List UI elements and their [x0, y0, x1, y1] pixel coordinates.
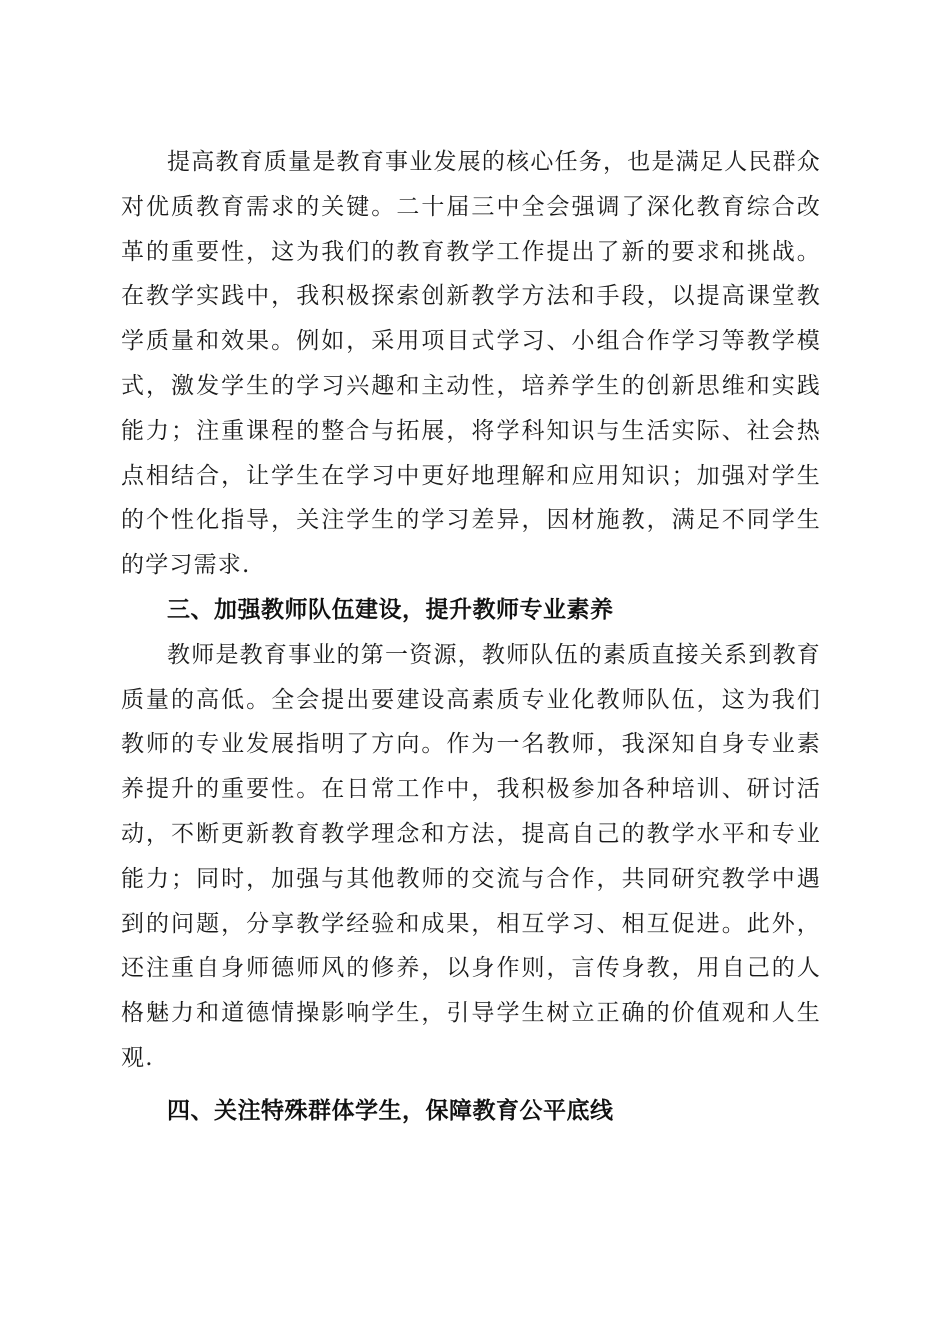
- paragraph-education-quality: 提高教育质量是教育事业发展的核心任务，也是满足人民群众对优质教育需求的关键。二十届三中全会强调了深化教育综合改革的重要性，这为我们的教育教学工作提出了新的要求和挑战。在教学实践中，我积极探索创新教学方法和手段，以提高课堂教学质量和效果。例如，采用项目式学习、小组合作学习等教学模式，激发学生的学习兴趣和主动性，培养学生的创新思维和实践能力；注重课程的整合与拓展，将学科知识与生活实际、社会热点相结合，让学生在学习中更好地理解和应用知识；加强对学生的个性化指导，关注学生的学习差异，因材施教，满足不同学生的学习需求.: [121, 149, 821, 579]
- paragraph-teacher-development: 教师是教育事业的第一资源，教师队伍的素质直接关系到教育质量的高低。全会提出要建设高素质专业化教师队伍，这为我们教师的专业发展指明了方向。作为一名教师，我深知自身专业素养提升的重要性。在日常工作中，我积极参加各种培训、研讨活动，不断更新教育教学理念和方法，提高自己的教学水平和专业能力；同时，加强与其他教师的交流与合作，共同研究教学中遇到的问题，分享教学经验和成果，相互学习、相互促进。此外，还注重自身师德师风的修养，以身作则，言传身教，用自己的人格魅力和道德情操影响学生，引导学生树立正确的价值观和人生观.: [121, 641, 821, 1071]
- document-body: [121, 140, 821, 1134]
- section-heading-teacher-team: 三、加强教师队伍建设，提升教师专业素养: [167, 596, 614, 623]
- section-heading-special-groups: 四、关注特殊群体学生，保障教育公平底线: [167, 1097, 614, 1124]
